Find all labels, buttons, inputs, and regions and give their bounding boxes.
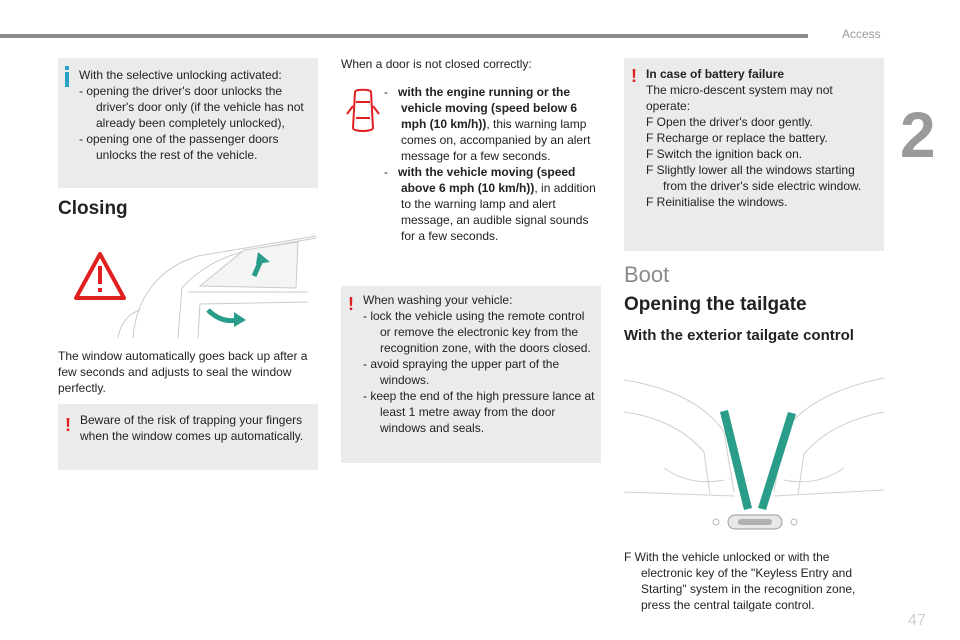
warning-text: Beware of the risk of trapping your fingers when the window comes up automatically. [80,413,304,443]
door-open-warning-icon [346,88,380,134]
info-intro: With the selective unlocking activated: [79,68,282,82]
list-item: - opening one of the passenger doors unlocks the rest of the vehicle. [79,132,279,162]
closing-text: The window automatically goes back up after a few seconds and adjusts to seal the window perfectly. [58,349,308,395]
list-item: F Slightly lower all the windows starting from the driver's side electric window. [646,163,862,193]
page-number: 47 [908,612,926,629]
header-rule [0,34,808,38]
opening-tailgate-heading: Opening the tailgate [624,294,807,315]
list-item: - opening the driver's door unlocks the driver's door only (if the vehicle has not already been completely unlocked), [79,84,304,130]
battery-intro: The micro-descent system may not operate: [646,83,833,113]
warning-box-washing [341,286,601,463]
info-icon [65,72,69,87]
list-item: - keep the end of the high pressure lance at least 1 metre away from the door windows and seals. [363,389,595,435]
pointer-arrow-left [720,410,752,510]
tailgate-control-button [713,515,797,529]
door-warning-item-2: - with the vehicle moving (speed above 6 mph (10 km/h)), in addition to the warning lamp and alert message, an audible signal sounds for a few seconds. [384,165,596,243]
car-door-drawing [118,236,316,338]
warning-icon: ! [348,294,354,314]
warning-icon: ! [631,66,637,86]
door-warning-item-1: - with the engine running or the vehicle moving (speed below 6 mph (10 km/h)), this warning lamp comes on, accompanied by an alert message for a few seconds. [384,85,591,163]
list-item: F Recharge or replace the battery. [646,131,828,145]
list-item: F Reinitialise the windows. [646,195,788,209]
list-item: F Switch the ignition back on. [646,147,803,161]
handle-arrow [208,310,238,321]
list-item: F Open the driver's door gently. [646,115,813,129]
section-label: Access [842,27,881,41]
warning-icon: ! [65,415,71,435]
chapter-number: 2 [900,99,936,171]
wash-intro: When washing your vehicle: [363,293,513,307]
list-item: - lock the vehicle using the remote control or remove the electronic key from the recognition zone, with the doors closed. [363,309,591,355]
tailgate-instruction: F With the vehicle unlocked or with the electronic key of the "Keyless Entry and Starting" system in the recognition zone, press the central tailgate control. [624,550,856,612]
door-intro: When a door is not closed correctly: [341,57,532,71]
tailgate-illustration [624,372,884,542]
battery-title: In case of battery failure [646,67,785,81]
warning-triangle-icon [76,254,124,298]
warning-box-fingers [58,404,318,470]
warning-box-battery [624,58,884,251]
info-box-selective-unlocking [58,58,318,188]
exterior-control-heading: With the exterior tailgate control [624,327,854,344]
list-item: - avoid spraying the upper part of the windows. [363,357,560,387]
closing-heading: Closing [58,198,128,219]
car-window-illustration [58,228,318,343]
boot-heading: Boot [624,262,670,287]
